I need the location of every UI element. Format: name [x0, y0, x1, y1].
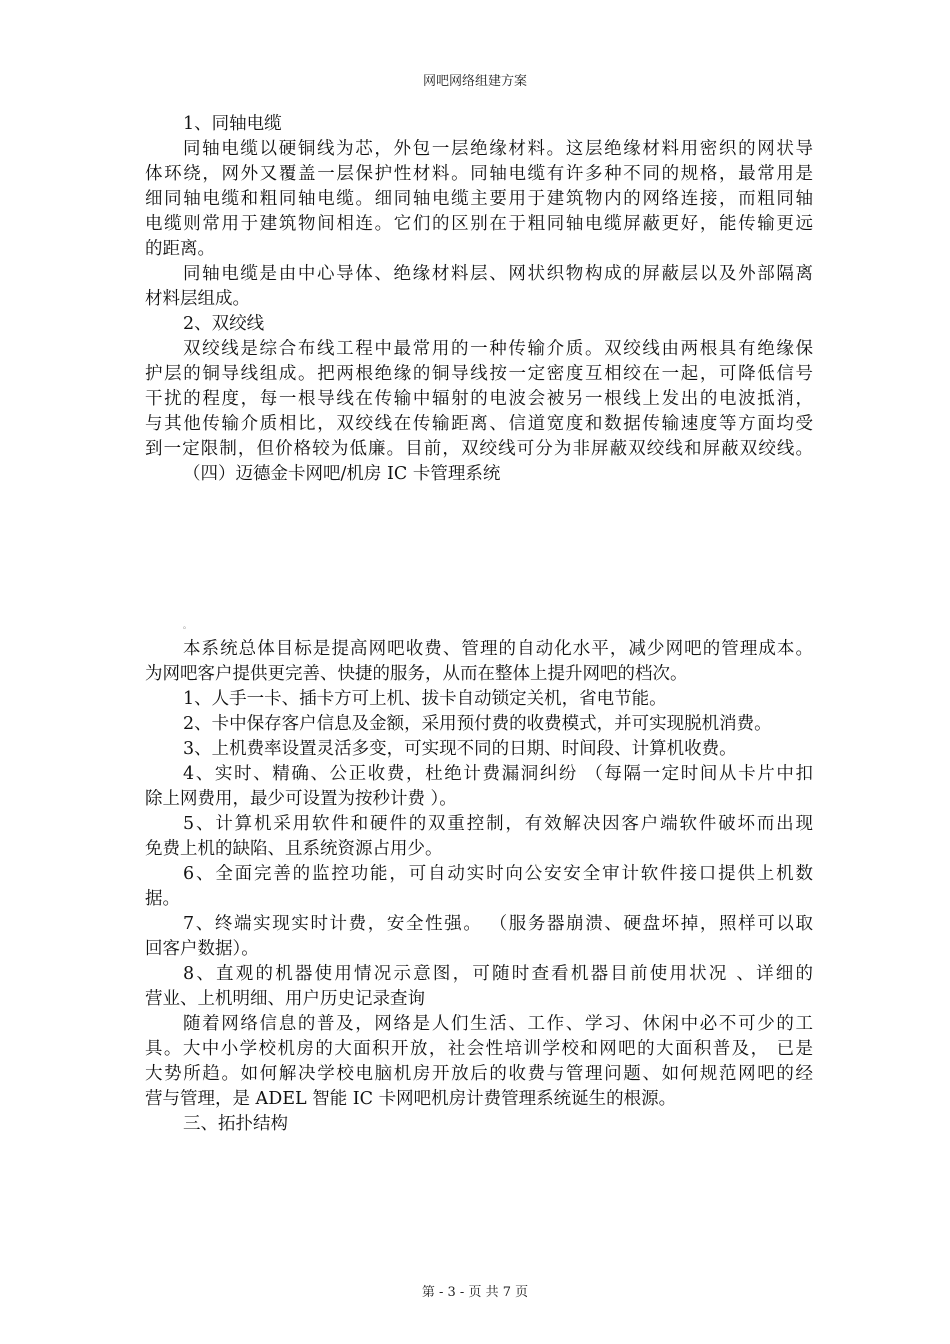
- text-line: 为网吧客户提供更完善、快捷的服务，从而在整体上提升网吧的档次。: [145, 664, 688, 684]
- text-line: 3、上机费率设置灵活多变，可实现不同的日期、时间段、计算机收费。: [183, 739, 737, 759]
- feature-item: [145, 712, 813, 737]
- heading-twisted-pair: 2、双绞线: [183, 314, 265, 334]
- paragraph-twisted-pair: [145, 337, 813, 462]
- text-line: 细同轴电缆和粗同轴电缆。细同轴电缆主要用于建筑物内的网络连接，而粗同轴: [145, 189, 813, 209]
- feature-item: [145, 737, 813, 762]
- text-line: 2、卡中保存客户信息及金额，采用预付费的收费模式，并可实现脱机消费。: [183, 714, 772, 734]
- text-line: 7、终端实现实时计费，安全性强。 （服务器崩溃、硬盘坏掉，照样可以取: [183, 914, 813, 934]
- image-anchor-mark: 。: [183, 621, 191, 630]
- text-line: 8、直观的机器使用情况示意图，可随时查看机器目前使用状况 、详细的: [183, 964, 813, 984]
- text-line: 同轴电缆以硬铜线为芯，外包一层绝缘材料。这层绝缘材料用密织的网状导: [183, 139, 813, 159]
- text-line: 5、计算机采用软件和硬件的双重控制，有效解决因客户端软件破坏而出现: [183, 814, 813, 834]
- document-body: [145, 112, 813, 1137]
- feature-item: [145, 812, 813, 862]
- paragraph-coax-2: [145, 262, 813, 312]
- feature-item: [145, 962, 813, 1012]
- paragraph-coax-1: [145, 137, 813, 262]
- text-line: 回客户数据）。: [145, 939, 259, 959]
- heading-ic-system: （四）迈德金卡网吧/机房 IC 卡管理系统: [183, 464, 501, 484]
- text-line: 具。大中小学校机房的大面积开放，社会性培训学校和网吧的大面积普及， 已是: [145, 1039, 813, 1059]
- text-line: 营业、上机明细、用户历史记录查询: [145, 989, 425, 1009]
- feature-item: [145, 687, 813, 712]
- page-header: 网吧网络组建方案: [422, 74, 527, 89]
- text-line: 随着网络信息的普及，网络是人们生活、工作、学习、休闲中必不可少的工: [183, 1014, 813, 1034]
- text-line: 与其他传输介质相比，双绞线在传输距离、信道宽度和数据传输速度等方面均受: [145, 414, 813, 434]
- text-line: 电缆则常用于建筑物间相连。它们的区别在于粗同轴电缆屏蔽更好，能传输更远: [145, 214, 813, 234]
- text-line: 到一定限制，但价格较为低廉。目前，双绞线可分为非屏蔽双绞线和屏蔽双绞线。: [145, 439, 813, 459]
- page-number: 第 - 3 - 页 共 7 页: [421, 1285, 529, 1300]
- paragraph-ic-closing: [145, 1012, 813, 1112]
- text-line: 1、人手一卡、插卡方可上机、拔卡自动锁定关机，省电节能。: [183, 689, 667, 709]
- feature-item: [145, 862, 813, 912]
- text-line: 大势所趋。如何解决学校电脑机房开放后的收费与管理问题、如何规范网吧的经: [145, 1064, 813, 1084]
- text-line: 材料层组成。: [145, 289, 250, 309]
- text-line: 4、实时、精确、公正收费，杜绝计费漏洞纠纷 （每隔一定时间从卡片中扣: [183, 764, 813, 784]
- text-line: 除上网费用，最少可设置为按秒计费 ）。: [145, 789, 457, 809]
- feature-item: [145, 762, 813, 812]
- text-line: 据。: [145, 889, 180, 909]
- image-placeholder: [145, 487, 813, 637]
- text-line: 6、全面完善的监控功能，可自动实时向公安安全审计软件接口提供上机数: [183, 864, 813, 884]
- text-line: 体环绕，网外又覆盖一层保护性材料。同轴电缆有许多种不同的规格，最常用是: [145, 164, 813, 184]
- text-line: 本系统总体目标是提高网吧收费、管理的自动化水平，减少网吧的管理成本。: [183, 639, 813, 659]
- heading-topology: 三、拓扑结构: [183, 1114, 288, 1134]
- feature-list: [145, 687, 813, 1012]
- paragraph-ic-intro: [145, 637, 813, 687]
- text-line: 免费上机的缺陷、且系统资源占用少。: [145, 839, 443, 859]
- text-line: 护层的铜导线组成。把两根绝缘的铜导线按一定密度互相绞在一起，可降低信号: [145, 364, 813, 384]
- text-line: 的距离。: [145, 239, 215, 259]
- heading-coax: 1、同轴电缆: [183, 114, 282, 134]
- feature-item: [145, 912, 813, 962]
- text-line: 双绞线是综合布线工程中最常用的一种传输介质。双绞线由两根具有绝缘保: [183, 339, 813, 359]
- text-line: 同轴电缆是由中心导体、绝缘材料层、网状织物构成的屏蔽层以及外部隔离: [183, 264, 813, 284]
- text-line: 干扰的程度，每一根导线在传输中辐射的电波会被另一根线上发出的电波抵消，: [145, 389, 813, 409]
- text-line: 营与管理，是 ADEL 智能 IC 卡网吧机房计费管理系统诞生的根源。: [145, 1089, 677, 1109]
